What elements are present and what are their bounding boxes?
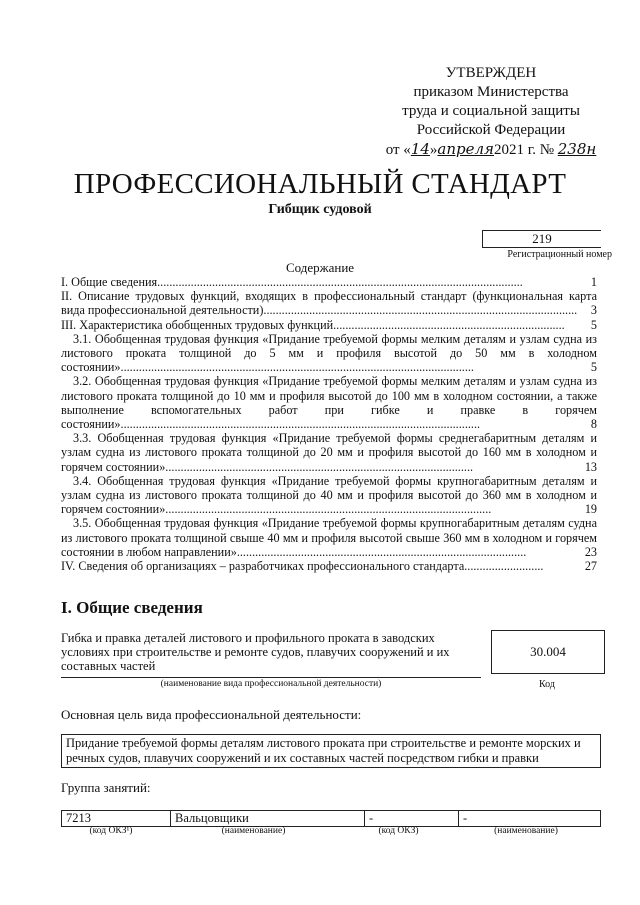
activity-kind-label: (наименование вида профессиональной деятельности) — [160, 679, 382, 689]
goal-heading: Основная цель вида профессиональной деятельности: — [61, 707, 362, 722]
table-row — [62, 811, 601, 827]
approval-number: 238н — [557, 140, 597, 158]
approval-line-4: Российской Федерации — [416, 122, 566, 138]
okz-code-cell-2: - — [365, 811, 459, 827]
occupation-name-cell-2: - — [459, 811, 601, 827]
toc-entry[interactable]: 3.1. Обобщенная трудовая функция «Придание требуемой формы мелким деталям и узлам судна из листового проката толщиной до 5 мм и профиля высотой до 50 мм в холодном состоянии».................................................................................................................... 5 — [61, 331, 597, 375]
contents-heading: Содержание — [285, 260, 355, 275]
toc-entry[interactable]: II. Описание трудовых функций, входящих в профессиональный стандарт (функциональная карта вида профессиональной деятельности)....................................................................................................... 3 — [61, 289, 597, 318]
registration-label: Регистрационный номер — [507, 249, 612, 260]
approval-day: 14 — [410, 140, 430, 158]
approval-line-1: УТВЕРЖДЕН — [445, 65, 537, 81]
toc-entry[interactable]: 3.2. Обобщенная трудовая функция «Придание требуемой формы мелким деталям и узлам судна из листового проката толщиной до 10 мм и профиля высотой до 100 мм в холодном состоянии, а также выполнение вспомогательных работ при гибке и правке в горячем состоянии»...................................................................................................................... 8 — [61, 374, 597, 432]
group-label: (код ОКЗ¹) — [89, 826, 133, 836]
approval-line-3: труда и социальной защиты — [402, 103, 580, 119]
approval-stamp — [380, 64, 602, 160]
activity-code: 30.004 — [491, 630, 605, 674]
toc-entry[interactable]: 3.5. Обобщенная трудовая функция «Придание требуемой формы крупногабаритным деталям судна из листового проката толщиной свыше 40 мм и профиля высотой свыше 360 мм в холодном и горячем состоянии в любом направлении»............................................................................................... 23 — [61, 516, 597, 559]
approval-month: апреля — [437, 140, 494, 158]
toc-entry[interactable]: 5 III. Характеристика обобщенных трудовых функций............................................................................ — [61, 317, 597, 332]
table-of-contents — [61, 275, 597, 573]
toc-entry[interactable]: 1 I. Общие сведения........................................................................................................................ — [61, 275, 597, 289]
activity-kind: Гибка и правка деталей листового и профильного проката в заводских условиях при строительстве и ремонте судов, плавучих сооружений и их составных частей — [61, 631, 450, 673]
occupation-group-table — [61, 810, 601, 827]
group-label: (наименование) — [221, 826, 286, 836]
document-title: ПРОФЕССИОНАЛЬНЫЙ СТАНДАРТ — [73, 168, 567, 200]
registration-number: 219 — [482, 230, 601, 248]
group-label: (наименование) — [494, 826, 558, 836]
activity-code-label: Код — [539, 679, 555, 690]
approval-date: от «14»апреля2021 г. № 238н — [385, 140, 597, 158]
group-label: (код ОКЗ) — [378, 826, 419, 836]
toc-entry[interactable]: 3.3. Обобщенная трудовая функция «Придание требуемой формы среднегабаритным деталям и узлам судна из листового проката толщиной до 20 мм и профиля высотой до 160 мм в холодном и горячем состоянии»..................................................................................................... 13 — [61, 431, 597, 474]
goal-text: Придание требуемой формы деталям листового проката при строительстве и ремонте морских и речных судов, плавучих сооружений и их составных частей посредством гибки и правки — [61, 734, 601, 768]
approval-line-2: приказом Министерства — [413, 84, 569, 100]
document-subtitle: Гибщик судовой — [268, 202, 372, 217]
toc-entry[interactable]: 27 IV. Сведения об организациях – разработчиках профессионального стандарта.......................... — [61, 559, 597, 574]
occupation-name-cell: Вальцовщики — [171, 811, 365, 827]
section-heading: I. Общие сведения — [61, 598, 203, 617]
okz-code-cell: 7213 — [62, 811, 171, 827]
toc-entry[interactable]: 3.4. Обобщенная трудовая функция «Придание требуемой формы крупногабаритным деталям и узлам судна из листового проката толщиной до 40 мм и профиля высотой до 360 мм в холодном и горячем состоянии»........................................................................................................... 19 — [61, 473, 597, 517]
activity-kind-underline — [61, 677, 481, 678]
group-heading: Группа занятий: — [61, 780, 151, 795]
